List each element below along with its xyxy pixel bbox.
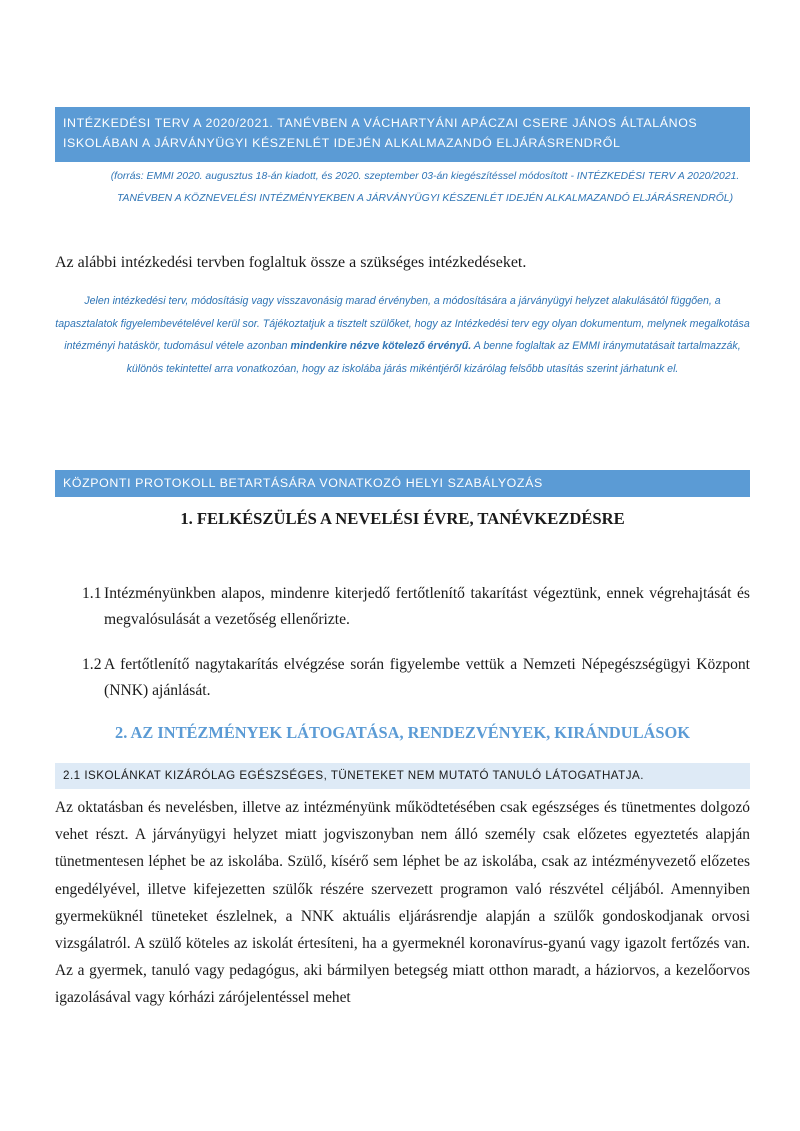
document-title: INTÉZKEDÉSI TERV A 2020/2021. TANÉVBEN A VÁCHARTYÁNI APÁCZAI CSERE JÁNOS ÁLTALÁNOS ISKOLÁBAN A JÁRVÁNYÜGYI KÉSZENLÉT IDEJÉN ALKALMAZANDÓ ELJÁRÁSRENDRŐL	[63, 116, 698, 150]
section-2-body: Az oktatásban és nevelésben, illetve az intézményünk működtetésében csak egészséges és tünetmentes dolgozó vehet részt. A járványügyi helyzet miatt jogviszonyban nem álló személy csak előzetes egyeztetés alapján tünetmentesen léphet be az iskolába. Szülő, kísérő sem léphet be az iskolába, csak az intézményvezető előzetes engedélyével, illetve kifejezetten szülők részére szervezett programon való részvétel céljából. Amennyiben gyermeküknél tüneteket észlelnek, a NNK aktuális eljárásrendje alapján a szülők gondoskodjanak orvosi vizsgálatról. A szülő köteles az iskolát értesíteni, ha a gyermeknél koronavírus-gyanú vagy igazolt fertőzés van. Az a gyermek, tanuló vagy pedagógus, aki bármilyen betegség miatt otthon maradt, a háziorvos, a kezelőorvos igazolásával vagy kórházi zárójelentéssel mehet	[55, 799, 750, 1007]
notice-text-part2: A benne foglaltak az EMMI iránymutatásait tartalmazzák, különös tekintettel arra vonatkozóan, hogy az iskolába járás mikéntjéről kizárólag felsőbb utasítás szerint járhatunk el.	[126, 340, 741, 375]
protocol-banner	[55, 470, 750, 497]
title-banner	[55, 107, 750, 162]
notice-text-part1: Jelen intézkedési terv, módosításig vagy visszavonásig marad érvényben, a módosítására a járványügyi helyzet alakulásától függően, a tapasztalatok figyelembevételével kerül sor. Tájékoztatjuk a tisztelt szülőket, hogy az Intézkedési terv egy olyan dokumentum, melynek megalkotása intézményi hatáskör, tudomásul vétele azonban	[55, 295, 750, 352]
intro-paragraph: Az alábbi intézkedési tervben foglaltuk össze a szükséges intézkedéseket.	[55, 254, 527, 271]
subsection-2-1-heading: 2.1 ISKOLÁNKAT KIZÁRÓLAG EGÉSZSÉGES, TÜNETEKET NEM MUTATÓ TANULÓ LÁTOGATHATJA.	[55, 763, 750, 789]
list-item-text: Intézményünkben alapos, mindenre kiterjedő fertőtlenítő takarítást végeztünk, ennek végrehajtását és megvalósulását a vezetőség ellenőrizte.	[104, 585, 750, 628]
list-item-text: A fertőtlenítő nagytakarítás elvégzése során figyelembe vettük a Nemzeti Népegészségügyi Központ (NNK) ajánlását.	[104, 656, 750, 699]
list-item-number: 1.1	[82, 585, 102, 602]
list-item	[82, 652, 750, 704]
section-1-heading: 1. FELKÉSZÜLÉS A NEVELÉSI ÉVRE, TANÉVKEZDÉSRE	[180, 509, 625, 528]
protocol-banner-label: KÖZPONTI PROTOKOLL BETARTÁSÁRA VONATKOZÓ HELYI SZABÁLYOZÁS	[63, 476, 543, 490]
source-note: (forrás: EMMI 2020. augusztus 18-án kiadott, és 2020. szeptember 03-án kiegészítéssel módosított - INTÉZKEDÉSI TERV A 2020/2021. TANÉVBEN A KÖZNEVELÉSI INTÉZMÉNYEKBEN A JÁRVÁNYÜGYI KÉSZENLÉT IDEJÉN ALKALMAZANDÓ ELJÁRÁSRENDRŐL)	[110, 171, 740, 204]
list-item-number: 1.2	[82, 656, 102, 673]
notice-emphasis: mindenkire nézve kötelező érvényű.	[290, 340, 472, 352]
list-item	[82, 581, 750, 633]
notice-paragraph	[55, 290, 750, 380]
section-2-heading: 2. AZ INTÉZMÉNYEK LÁTOGATÁSA, RENDEZVÉNYEK, KIRÁNDULÁSOK	[115, 723, 690, 742]
